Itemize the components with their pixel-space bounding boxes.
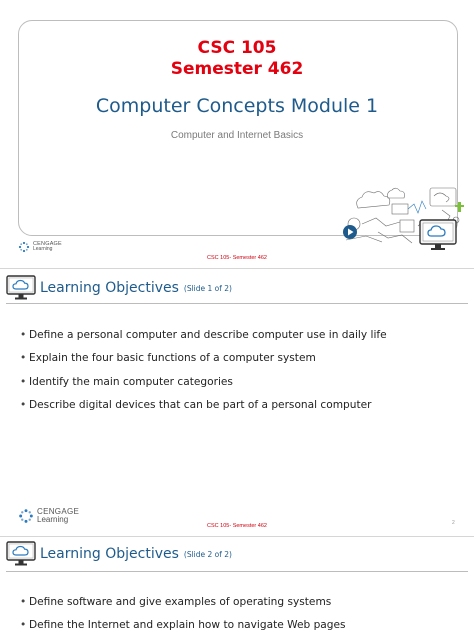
slide2-bullet-list	[20, 328, 460, 422]
slide1-footer: CSC 105- Semester 462	[207, 255, 267, 261]
list-item: • Identify the main computer categories	[20, 375, 233, 388]
monitor-cloud-icon	[6, 275, 36, 301]
slide3-header-rule	[6, 571, 468, 572]
cengage-logo-icon	[18, 508, 34, 524]
tech-sketch-illustration	[338, 180, 470, 252]
module-subtitle: Computer and Internet Basics	[170, 130, 304, 141]
monitor-cloud-icon	[6, 541, 36, 567]
module-title: Computer Concepts Module 1	[95, 95, 379, 117]
page-number: 2	[452, 520, 455, 526]
cengage-logo	[18, 241, 62, 253]
title-slide	[0, 0, 474, 268]
course-code: CSC 105	[197, 38, 277, 58]
logo-line-1: CENGAGE	[37, 507, 80, 516]
slide2-footer: CSC 105- Semester 462	[207, 523, 267, 529]
list-item: • Define software and give examples of operating systems	[20, 596, 332, 608]
list-item: • Describe digital devices that can be part of a personal computer	[20, 399, 372, 412]
list-item: • Define a personal computer and describe computer use in daily life	[20, 329, 387, 341]
slide2-title: Learning Objectives	[40, 280, 179, 296]
list-item: • Explain the four basic functions of a computer system	[20, 352, 316, 365]
slide1-monitor-icon	[420, 220, 456, 250]
slide-divider	[0, 536, 474, 537]
slide3-bullet-list	[20, 595, 460, 632]
slide2-subtitle: (Slide 1 of 2)	[183, 283, 232, 293]
cengage-logo	[18, 508, 79, 524]
cengage-logo-icon	[18, 241, 30, 253]
list-item: • Define the Internet and explain how to navigate Web pages	[20, 619, 346, 632]
slide3-header	[6, 541, 232, 567]
logo-line-1: CENGAGE	[33, 240, 62, 247]
logo-line-2: Learning	[37, 515, 69, 524]
slide3-subtitle: (Slide 2 of 2)	[183, 549, 232, 559]
logo-line-2: Learning	[33, 246, 53, 253]
semester-label: Semester 462	[170, 59, 304, 79]
slide2-header	[6, 275, 232, 301]
slide3-title: Learning Objectives	[40, 546, 179, 562]
slide-divider	[0, 268, 474, 269]
slide2-header-rule	[6, 303, 468, 304]
